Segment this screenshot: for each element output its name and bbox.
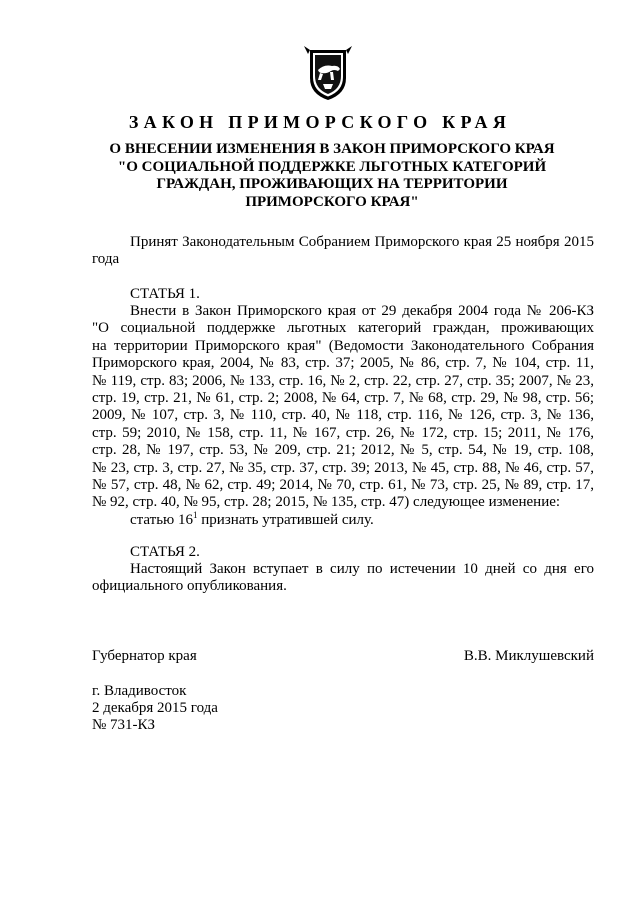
article-1-line: № 57, стр. 48, № 62, стр. 49; 2014, № 70, стр. 61, № 73, стр. 25, № 89, стр. 17,: [92, 477, 594, 494]
article-1-line: № 92, стр. 40, № 95, стр. 28; 2015, № 135, стр. 47) следующее изменение:: [92, 494, 561, 511]
subtitle-line: "О СОЦИАЛЬНОЙ ПОДДЕРЖКЕ ЛЬГОТНЫХ КАТЕГОРИЙ: [117, 158, 547, 175]
change-superscript: 1: [193, 509, 198, 520]
change-suffix: признать утратившей силу.: [197, 511, 374, 528]
article-1-line: 2009, № 107, стр. 3, № 110, стр. 40, № 118, стр. 116, № 126, стр. 3, № 136,: [92, 407, 594, 424]
law-number: № 731-КЗ: [92, 717, 156, 733]
signatory-position: Губернатор края: [92, 648, 197, 664]
law-subtitle: [100, 141, 564, 211]
article-2-heading: СТАТЬЯ 2.: [130, 544, 200, 560]
subtitle-line: О ВНЕСЕНИИ ИЗМЕНЕНИЯ В ЗАКОН ПРИМОРСКОГО КРАЯ: [109, 141, 555, 157]
change-prefix: статью 16: [130, 511, 194, 528]
law-title: ЗАКОН ПРИМОРСКОГО КРАЯ: [128, 112, 512, 132]
adoption-statement: Принят Законодательным Собранием Приморского края 25 ноября 2015 года: [92, 234, 594, 268]
article-1-line: Приморского края, 2004, № 83, стр. 37; 2005, № 86, стр. 7, № 104, стр. 11,: [92, 355, 594, 372]
article-1-line: № 23, стр. 3, стр. 27, № 35, стр. 37, стр. 39; 2013, № 45, стр. 88, № 46, стр. 57,: [92, 459, 594, 476]
article-1-body: [92, 303, 594, 529]
coat-of-arms-icon: [300, 44, 356, 102]
article-1-line: стр. 59; 2010, № 158, стр. 11, № 167, стр. 26, № 172, стр. 15; 2011, № 176,: [92, 424, 594, 441]
article-2-body: Настоящий Закон вступает в силу по истечении 10 дней со дня его официального опубликования.: [92, 561, 594, 595]
subtitle-line: ПРИМОРСКОГО КРАЯ": [245, 193, 419, 210]
subtitle-line: ГРАЖДАН, ПРОЖИВАЮЩИХ НА ТЕРРИТОРИИ: [156, 176, 508, 192]
article-1-line: № 119, стр. 83; 2006, № 133, стр. 16, № 2, стр. 22, стр. 27, стр. 35; 2007, № 23,: [92, 372, 594, 389]
signing-place: г. Владивосток: [92, 683, 187, 699]
article-1-line: стр. 19, стр. 21, № 61, стр. 2; 2008, № 64, стр. 7, № 68, стр. 29, № 98, стр. 56;: [92, 390, 594, 407]
article-1-change: [92, 509, 594, 529]
signing-date: 2 декабря 2015 года: [92, 700, 218, 716]
article-1-heading: СТАТЬЯ 1.: [130, 286, 200, 302]
signatory-name: В.В. Миклушевский: [463, 648, 594, 664]
article-1-line: стр. 28, № 197, стр. 53, № 209, стр. 21; 2012, № 5, стр. 54, № 19, стр. 108,: [92, 442, 594, 459]
article-1-line: Внести в Закон Приморского края от 29 декабря 2004 года № 206-КЗ: [130, 303, 594, 319]
article-1-line: "О социальной поддержке льготных категорий граждан, проживающих: [92, 320, 594, 337]
article-1-line: на территории Приморского края" (Ведомости Законодательного Собрания: [92, 337, 594, 354]
